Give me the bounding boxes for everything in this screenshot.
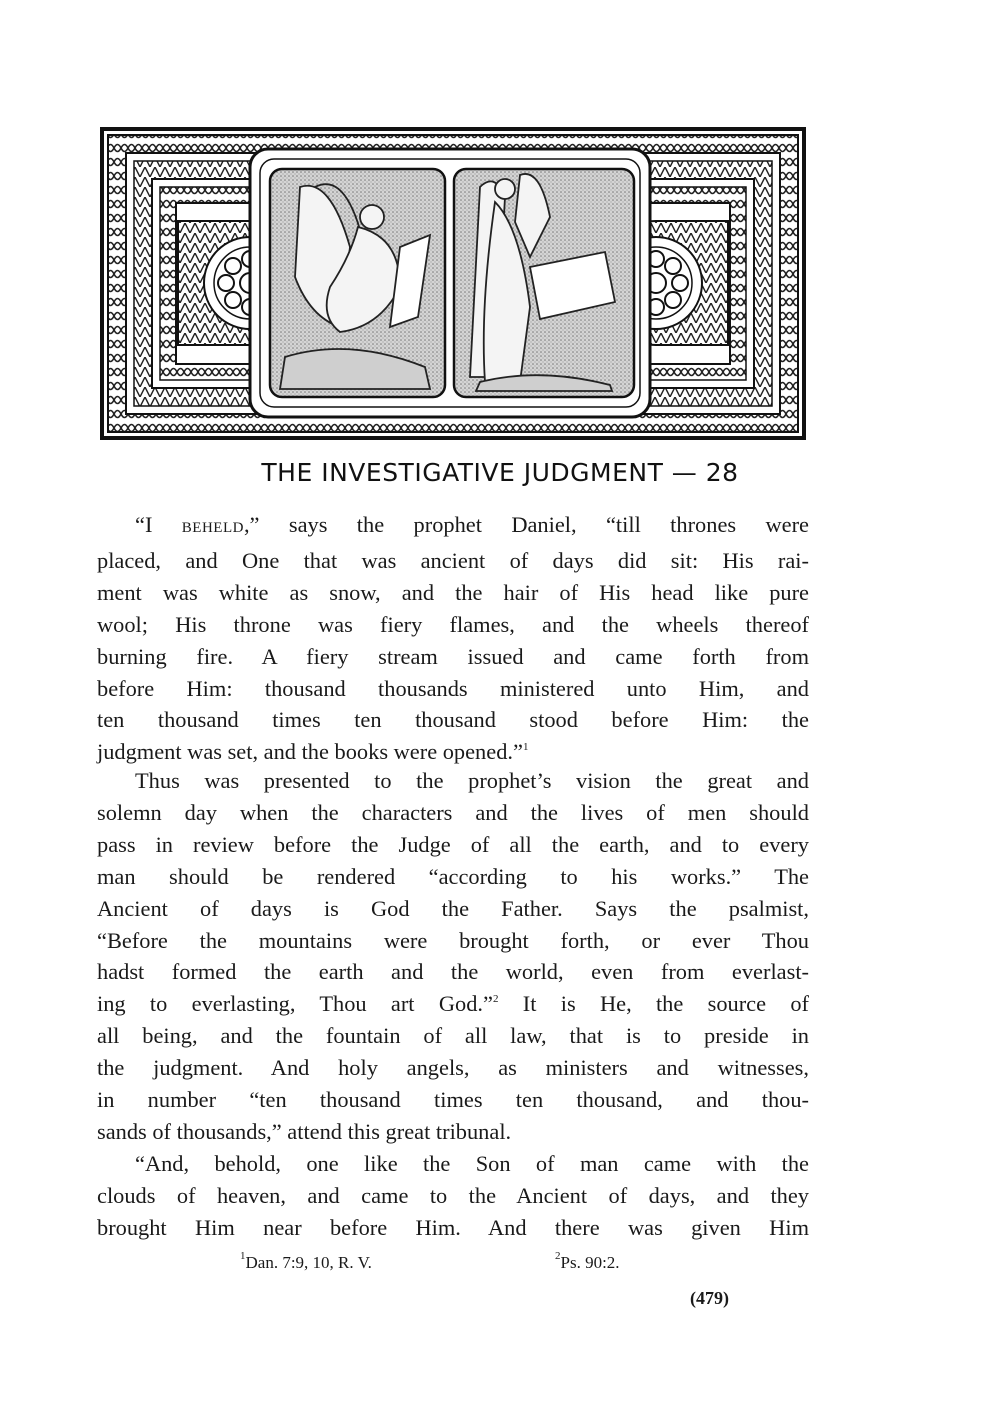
opening-line-rest: ,” says the prophet Daniel, “till thrones were	[243, 512, 809, 537]
paragraph-line: before Him: thousand thousands ministered unto Him, and	[97, 675, 809, 701]
chapter-dash: —	[663, 458, 706, 487]
paragraph-line: placed, and One that was ancient of days did sit: His rai-	[97, 547, 809, 573]
chapter-headpiece	[100, 127, 806, 440]
chapter-title: THE INVESTIGATIVE JUDGMENT	[261, 458, 664, 487]
paragraph-line: brought Him near before Him. And there was given Him	[97, 1214, 809, 1240]
paragraph-line: “Before the mountains were brought forth, or ever Thou	[97, 927, 809, 953]
paragraph-line	[97, 736, 809, 768]
chapter-number: 28	[705, 458, 739, 487]
footnote-1	[240, 1250, 372, 1273]
footnote-text: Ps. 90:2.	[560, 1253, 620, 1272]
paragraph-line: the judgment. And holy angels, as ministers and witnesses,	[97, 1055, 809, 1081]
paragraph-line: clouds of heaven, and came to the Ancient of days, and they	[97, 1182, 809, 1208]
paragraph-line: man should be rendered “according to his works.” The	[97, 863, 809, 889]
paragraph-line: in number “ten thousand times ten thousand, and thou-	[97, 1087, 809, 1113]
paragraph-line: Ancient of days is God the Father. Says the psalmist,	[97, 895, 809, 921]
paragraph-line: “And, behold, one like the Son of man came with the	[135, 1151, 809, 1176]
chapter-heading	[0, 458, 1000, 487]
paragraph-line: sands of thousands,” attend this great tribunal.	[97, 1118, 512, 1144]
footnote-text: Dan. 7:9, 10, R. V.	[245, 1253, 372, 1272]
paragraph-1	[97, 509, 809, 768]
paragraph-line	[97, 509, 809, 545]
paragraph-3	[97, 1148, 809, 1244]
line-text: It is He, the source of	[522, 991, 810, 1017]
opening-quote: “I	[135, 512, 182, 537]
footnote-ref: 2	[492, 993, 499, 1006]
line-text: ing to everlasting, Thou art God.”	[97, 991, 493, 1017]
footnote-mark: 1	[240, 1250, 246, 1262]
page-number: (479)	[690, 1288, 729, 1308]
paragraph-line: ment was white as snow, and the hair of His head like pure	[97, 579, 809, 605]
paragraph-line: solemn day when the characters and the lives of men should	[97, 799, 809, 825]
paragraph-line: all being, and the fountain of all law, that is to preside in	[97, 1023, 809, 1049]
footnote-2	[555, 1250, 620, 1273]
paragraph-line: ten thousand times ten thousand stood before Him: the	[97, 707, 809, 733]
paragraph-line: wool; His throne was fiery flames, and the wheels thereof	[97, 611, 809, 637]
paragraph-line: Thus was presented to the prophet’s vision the great and	[135, 768, 809, 793]
paragraph-2	[97, 765, 809, 1148]
paragraph-line: pass in review before the Judge of all the earth, and to every	[97, 831, 809, 857]
angels-headpiece-illustration	[100, 127, 806, 440]
line-text: judgment was set, and the books were opened.”	[97, 739, 523, 765]
paragraph-line: hadst formed the earth and the world, even from everlast-	[97, 959, 809, 985]
smallcaps-word: BEHELD	[181, 520, 244, 536]
paragraph-line	[97, 988, 809, 1020]
paragraph-line: burning fire. A fiery stream issued and came forth from	[97, 643, 809, 669]
footnote-ref: 1	[522, 741, 529, 754]
footnote-mark: 2	[555, 1250, 561, 1262]
